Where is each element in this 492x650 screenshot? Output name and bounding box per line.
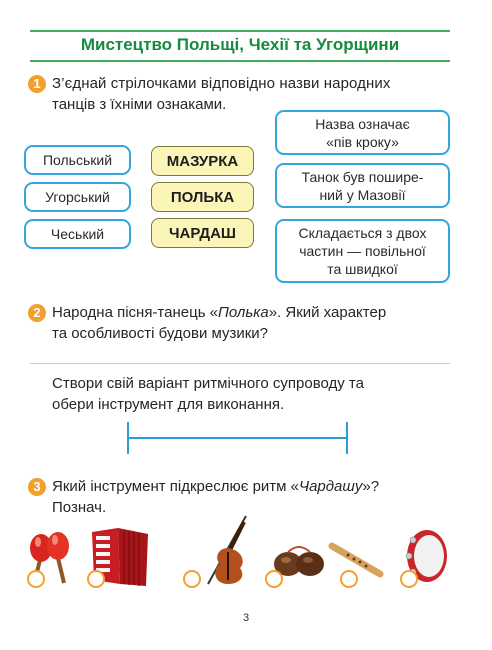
page-title: Мистецтво Польщі, Чехії та Угорщини [80, 35, 400, 54]
task-1-line-2: танців з їхніми ознаками. [52, 96, 227, 113]
rhythm-line-bracket[interactable] [120, 418, 355, 458]
rhythm-line-1: Створи свій варіант ритмічного супроводу та [52, 375, 364, 392]
answer-circle-accordion[interactable] [87, 570, 105, 588]
task-3-line-1: Який інструмент підкреслює ритм «Чардашу»? [52, 478, 380, 495]
dance-box-polka: ПОЛЬКА [151, 182, 254, 212]
feature-box-half-step: Назва означає «пів кроку» [275, 110, 450, 155]
task-3-number: 3 [28, 478, 46, 496]
title-top-rule [30, 30, 450, 32]
answer-circle-flute[interactable] [340, 570, 358, 588]
title-bottom-rule [30, 60, 450, 62]
dance-box-mazurka: МАЗУРКА [151, 146, 254, 176]
task-2-number: 2 [28, 304, 46, 322]
rhythm-line-2: обери інструмент для виконання. [52, 396, 285, 413]
answer-circle-maracas[interactable] [27, 570, 45, 588]
task-2-line-1: Народна пісня-танець «Полька». Який характер [52, 304, 387, 321]
country-box-hungarian: Угорський [24, 182, 131, 212]
dance-box-czardas: ЧАРДАШ [151, 218, 254, 248]
section-divider [30, 363, 450, 364]
answer-circle-tambourine[interactable] [400, 570, 418, 588]
answer-circle-castanets[interactable] [265, 570, 283, 588]
country-box-polish: Польський [24, 145, 131, 175]
country-box-czech: Чеський [24, 219, 131, 249]
feature-box-two-parts: Складається з двох частин — повільної та швидкої [275, 219, 450, 283]
task-1-number: 1 [28, 75, 46, 93]
answer-circle-violin[interactable] [183, 570, 201, 588]
violin-icon [200, 512, 270, 588]
feature-box-mazovia: Танок був поширe- ний у Мазовії [275, 163, 450, 208]
task-1-line-1: З’єднай стрілочками відповідно назви народних [52, 75, 391, 92]
page-number: 3 [242, 612, 250, 624]
task-2-line-2: та особливості будови музики? [52, 325, 269, 342]
task-3-line-2: Познач. [52, 499, 107, 516]
